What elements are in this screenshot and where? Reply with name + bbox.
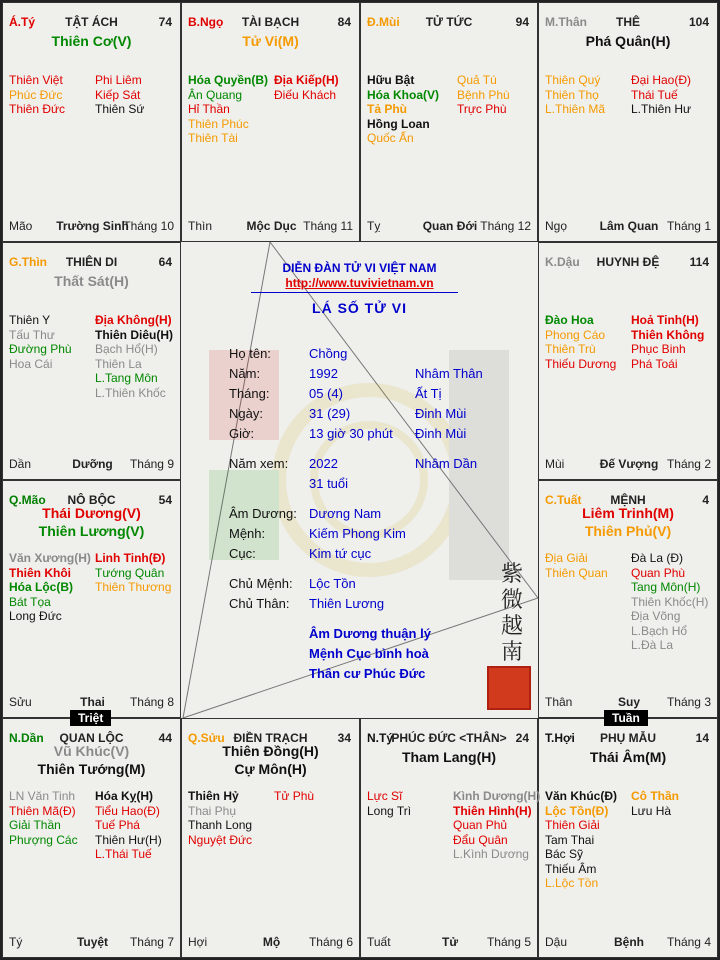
palace-header [7,15,176,31]
info-value-ganzhi: Nhâm Dần [415,456,478,471]
life-stage: Mộ [262,935,281,949]
star-item: Phượng Các [9,832,78,847]
star-item: Tuế Phá [95,818,140,832]
life-stage: Tử [441,935,459,949]
star-item: Thanh Long [188,818,253,832]
month-label: Tháng 11 [303,219,353,233]
palace-hoi [538,718,718,958]
star-item: Kiếp Sát [95,87,141,102]
star-item: Thiên Việt [9,73,63,87]
info-label: Mệnh: [229,526,266,541]
palace-name: NÔ BỘC [67,493,116,507]
star-item: Quan Phủ [453,818,508,832]
star-item: Hoa Cái [9,356,53,371]
star-item: Thiên La [95,356,142,371]
star-item: Thiên Quan [545,565,608,580]
star-item: Bệnh Phù [457,87,510,102]
palace-footer [188,219,355,233]
star-item: L.Lộc Tồn [545,876,599,890]
info-value: 31 (29) [309,406,351,421]
life-stage: Đế Vượng [599,457,659,471]
star-item: Tử Phù [274,789,315,803]
star-item: Hóa Kỵ(H) [95,789,154,803]
minor-stars-left [188,789,252,847]
star-item: Phúc Đức [9,87,63,102]
summary-note: Mệnh Cục bình hoà [309,646,429,661]
star-item: Nguyệt Đức [188,832,253,847]
star-item: Địa Kiếp(H) [274,73,339,87]
palace-footer [9,935,176,949]
main-star: Cự Môn(H) [234,761,307,777]
palace-suu2 [181,718,360,958]
month-label: Tháng 10 [123,219,174,233]
star-item: L.Thiên Mã [545,102,606,116]
star-item: Thiếu Âm [545,861,597,876]
branch-label: Tuất [367,935,391,949]
branch-label: Dậu [545,935,568,949]
star-item: Thái Tuế [631,87,678,102]
palace-mao [2,480,181,718]
star-item: Thiên Hư(H) [95,832,162,847]
star-item: Kình Dương(H) [453,789,541,803]
branch-label: Dần [9,457,32,471]
life-stage: Suy [617,695,640,709]
branch-label: Mão [9,219,33,233]
star-item: Thiên Trù [545,342,596,356]
star-item: Văn Khúc(Đ) [545,789,617,803]
branch-label: Tỵ [367,219,381,233]
month-label: Tháng 3 [666,695,711,709]
star-item: Tang Môn(H) [631,580,701,594]
palace-number: 54 [158,493,172,507]
palace-number: 74 [158,15,172,29]
info-value: Lộc Tồn [309,576,356,591]
star-item: L.Thiên Hư [631,102,692,116]
minor-stars-left [545,73,605,117]
month-label: Tháng 2 [666,457,711,471]
info-label: Năm xem: [229,456,289,471]
palace-footer [367,219,533,233]
star-item: Giải Thần [9,818,61,832]
life-stage: Thai [80,695,105,709]
star-item: Địa Võng [631,609,681,623]
star-item: Bát Tọa [9,594,51,609]
palace-footer [188,935,355,949]
star-item: Thiếu Dương [545,356,617,371]
palace-number: 24 [515,731,529,745]
minor-stars-right [274,789,314,804]
red-seal-stamp [487,666,531,710]
month-label: Tháng 12 [480,219,531,233]
star-item: Quả Tú [457,73,497,87]
month-label: Tháng 6 [308,935,353,949]
star-item: Tấu Thư [9,327,55,342]
minor-stars-left [9,313,72,371]
star-item: Tam Thai [545,832,595,847]
info-label: Ngày: [229,406,263,421]
life-stage: Trường Sinh [56,219,129,233]
can-chi-label: M.Thân [545,15,587,29]
palace-number: 14 [695,731,709,745]
branch-label: Hợi [188,935,208,949]
palace-header [7,255,176,271]
star-item: Thiên Khôi [9,565,71,580]
main-star: Thất Sát(H) [54,273,129,289]
star-item: L.Thiên Khốc [95,385,166,400]
star-item: Hóa Khoa(V) [367,87,439,102]
month-label: Tháng 5 [486,935,531,949]
can-chi-label: K.Dậu [545,255,580,269]
info-value: 1992 [309,366,338,381]
star-item: Thiên Diêu(H) [95,327,173,342]
star-item: Địa Không(H) [95,313,172,327]
star-item: Thiên Đức [9,102,66,116]
palace-name: PHÚC ĐỨC <THÂN> [391,731,507,745]
info-value-ganzhi: Đinh Mùi [415,406,467,421]
palace-number: 34 [337,731,351,745]
star-item: Hoả Tinh(H) [631,313,699,327]
star-item: Thiên Giải [545,818,600,832]
info-label: Năm: [229,366,261,381]
star-item: Lộc Tồn(Đ) [545,803,609,818]
palace-header [543,255,713,271]
month-label: Tháng 1 [666,219,711,233]
star-item: Phi Liêm [95,73,142,87]
can-chi-label: Q.Mão [9,493,46,507]
star-item: Thiên Hình(H) [453,803,532,818]
triet-tag: Triệt [70,710,111,726]
star-item: Đại Hao(Đ) [631,73,692,87]
star-item: Hóa Lộc(B) [9,580,73,594]
palace-footer [545,219,713,233]
center-panel [181,242,538,718]
star-item: Điếu Khách [274,87,337,102]
can-chi-label: Á.Tý [9,15,36,29]
main-star: Thiên Phủ(V) [584,523,672,539]
info-value-ganzhi: Ất Tị [415,386,442,401]
palace-name: MỆNH [610,493,646,507]
star-item: Long Trì [367,803,412,818]
star-item: L.Thái Tuế [95,847,152,861]
month-label: Tháng 9 [129,457,174,471]
month-label: Tháng 4 [666,935,711,949]
minor-stars-right [453,789,540,862]
palace-ngo [181,2,360,242]
palace-footer [9,695,176,709]
minor-stars-left [9,551,91,624]
star-item: Quốc Ấn [367,131,414,145]
info-value: Kim tứ cục [309,546,372,561]
star-item: Tả Phù [367,102,408,116]
palace-tuat [538,480,718,718]
main-star: Phá Quân(H) [585,33,671,49]
main-star: Liêm Trinh(M) [582,505,674,521]
main-star: Thiên Đồng(H) [222,743,319,759]
main-star: Thiên Tướng(M) [37,761,146,777]
info-value: 05 (4) [309,386,343,401]
palace-footer [367,935,533,949]
star-item: Hóa Quyền(B) [188,73,269,87]
palace-name: THIÊN DI [65,255,118,269]
palace-dan2 [2,718,181,958]
minor-stars-left [9,73,65,117]
minor-stars-right [274,73,339,102]
life-stage: Lâm Quan [599,219,659,233]
branch-label: Ngọ [545,219,568,233]
info-label: Chủ Thân: [229,596,290,611]
star-item: Đào Hoa [545,313,594,327]
minor-stars-left [367,789,411,818]
palace-ty2 [360,718,541,958]
main-star: Tham Lang(H) [401,749,497,765]
minor-stars-left [545,313,616,371]
info-value: Thiên Lương [309,596,385,611]
branch-label: Tý [9,935,23,949]
main-star: Thái Dương(V) [42,505,141,521]
minor-stars-right [631,789,679,818]
palace-number: 84 [337,15,351,29]
palace-footer [545,935,713,949]
month-label: Tháng 8 [129,695,174,709]
minor-stars-right [95,73,144,117]
palace-header [186,15,355,31]
star-item: LN Văn Tinh [9,789,76,803]
info-value: Dương Nam [309,506,382,521]
palace-name: ĐIỀN TRẠCH [233,731,308,745]
palace-header [543,15,713,31]
info-value: 13 giờ 30 phút [309,426,393,441]
info-value: 31 tuổi [309,476,349,491]
star-item: Tiểu Hao(Đ) [95,803,160,818]
palace-header [365,731,533,747]
star-item: Thiên Quý [545,73,601,87]
palace-number: 114 [689,255,709,269]
star-item: Linh Tinh(Đ) [95,551,166,565]
star-item: Bạch Hổ(H) [95,342,158,356]
info-label: Giờ: [229,426,255,441]
star-item: Thiên Hỷ [188,789,239,803]
star-item: Thiên Mã(Đ) [9,803,76,818]
forum-url[interactable]: http://www.tuvivietnam.vn [285,276,434,290]
star-item: Phong Cáo [545,327,606,342]
palace-ty [2,2,181,242]
tuan-tag: Tuần [604,710,648,726]
can-chi-label: G.Thìn [9,255,47,269]
main-star: Tử Vi(M) [242,33,299,49]
can-chi-label: B.Ngọ [188,15,224,29]
star-item: Đẩu Quân [453,832,508,847]
palace-name: TẬT ÁCH [65,15,118,29]
life-stage: Dưỡng [72,457,113,471]
minor-stars-left [9,789,78,847]
life-stage: Bệnh [614,935,644,949]
star-item: Long Đức [9,609,62,623]
minor-stars-left [367,73,439,146]
info-label: Chủ Mệnh: [229,576,293,591]
star-item: Thiên Y [9,313,51,327]
can-chi-label: N.Tý [367,731,394,745]
minor-stars-right [95,551,171,595]
palace-footer [9,457,176,471]
star-item: Đường Phù [9,342,72,356]
palace-number: 94 [515,15,529,29]
star-item: Thiên Sứ [95,102,145,116]
minor-stars-right [95,789,162,862]
can-chi-label: Q.Sửu [188,731,225,745]
info-label: Họ tên: [229,346,271,361]
palace-number: 104 [688,15,709,29]
palace-dau [538,242,718,480]
info-label: Âm Dương: [229,506,297,521]
chart-title: LÁ SỐ TỬ VI [312,300,407,316]
info-label: Tháng: [229,386,270,401]
branch-label: Mùi [545,457,565,471]
palace-footer [545,457,713,471]
palace-name: THÊ [616,15,640,29]
minor-stars-right [631,73,691,117]
star-item: Hỉ Thần [188,102,230,116]
life-stage: Quan Đới [422,219,478,233]
minor-stars-right [631,313,704,371]
summary-note: Thân cư Phúc Đức [309,666,426,681]
minor-stars-left [545,551,608,580]
palace-number: 64 [158,255,172,269]
star-item: L.Bạch Hổ [631,623,688,638]
palace-name: TÀI BẠCH [241,15,300,29]
info-value-ganzhi: Đinh Mùi [415,426,467,441]
palace-name: HUYNH ĐỆ [596,255,660,269]
life-stage: Tuyệt [76,935,109,949]
vertical-calligraphy: 紫 微 越 南 [500,562,523,665]
branch-label: Sửu [9,695,32,709]
summary-note: Âm Dương thuận lý [309,626,431,641]
palace-header [543,731,713,747]
minor-stars-right [95,313,173,400]
month-label: Tháng 7 [129,935,174,949]
main-star: Thiên Lương(V) [38,523,145,539]
star-item: Hồng Loan [367,116,430,131]
star-item: Lưu Hà [631,803,672,818]
palace-footer [545,695,713,709]
info-value: Chồng [309,346,348,361]
palace-header [365,15,533,31]
palace-thin [2,242,181,480]
star-item: Hữu Bật [367,73,415,87]
star-item: Thiên Tài [188,131,238,145]
star-item: L.Đà La [631,638,674,652]
star-item: Đà La (Đ) [631,551,684,565]
info-value: Kiếm Phong Kim [309,526,406,541]
minor-stars-left [188,73,268,146]
forum-name: DIỄN ĐÀN TỬ VI VIỆT NAM [282,261,437,275]
info-label: Cục: [229,546,256,561]
star-item: Thiên Thọ [545,87,599,102]
info-value-ganzhi: Nhâm Thân [415,366,483,381]
star-item: Trực Phù [457,102,507,116]
star-item: L.Tang Môn [95,371,158,385]
star-item: Ân Quang [188,87,243,102]
star-item: Phá Toái [631,356,678,371]
star-item: Phục Binh [631,342,686,356]
can-chi-label: T.Hợi [545,731,575,745]
branch-label: Thìn [188,219,213,233]
palace-number: 4 [702,493,709,507]
palace-footer [9,219,176,233]
minor-stars-left [545,789,617,891]
star-item: Địa Giải [545,551,588,565]
minor-stars-right [631,551,708,653]
palace-name: TỬ TỨC [425,15,473,29]
star-item: Bác Sỹ [545,847,584,861]
star-item: Thai Phụ [188,803,237,818]
star-item: Lực Sĩ [367,789,403,803]
star-item: Thiên Thương [95,580,172,594]
star-item: Thiên Khốc(H) [631,594,709,609]
branch-label: Thân [545,695,573,709]
can-chi-label: N.Dần [9,731,44,745]
palace-name: PHỤ MẪU [600,731,656,745]
main-star: Thái Âm(M) [589,749,667,765]
star-item: Tướng Quân [95,565,165,580]
main-star: Thiên Cơ(V) [51,33,132,49]
life-stage: Mộc Dục [246,219,297,233]
minor-stars-right [457,73,510,117]
star-item: Quan Phù [631,565,686,580]
star-item: L.Kình Dương [453,847,529,861]
can-chi-label: C.Tuất [545,493,582,507]
title-divider [251,292,458,293]
star-item: Văn Xương(H) [9,551,91,565]
star-item: Thiên Phúc [188,116,249,131]
can-chi-label: Đ.Mùi [367,15,400,29]
palace-number: 44 [158,731,172,745]
star-item: Cô Thần [631,789,679,803]
palace-than [538,2,718,242]
info-value: 2022 [309,456,338,471]
palace-name: QUAN LỘC [59,731,124,745]
main-star: Vũ Khúc(V) [53,743,130,759]
palace-mui [360,2,538,242]
star-item: Thiên Không [631,327,705,342]
